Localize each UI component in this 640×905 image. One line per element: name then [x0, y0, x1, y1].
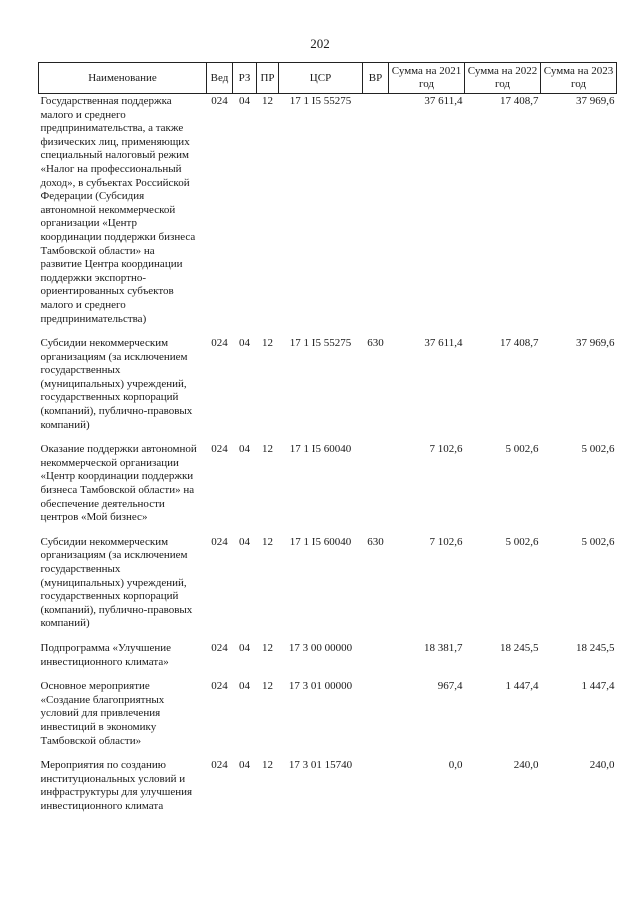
row-vr — [363, 758, 389, 823]
header-pr: ПР — [257, 63, 279, 94]
row-name: Оказание поддержки автономной некоммерческой организации «Центр координации поддержки бизнеса Тамбовской области» на обеспечение деятельности центров «Мой бизнес» — [40, 443, 197, 524]
header-csr: ЦСР — [279, 63, 363, 94]
row-name: Субсидии некоммерческим организациям (за исключением государственных (муниципальных) учреждений, государственных корпораций (компаний), публично-правовых компаний) — [40, 337, 193, 431]
row-rz: 04 — [239, 337, 250, 350]
page-number: 202 — [310, 36, 330, 51]
row-sum-2022: 18 245,5 — [500, 641, 539, 654]
row-vr: 630 — [367, 337, 384, 350]
row-sum-2021: 7 102,6 — [429, 443, 463, 456]
header-name: Наименование — [39, 63, 207, 94]
row-vr: 630 — [367, 535, 384, 548]
row-vr — [363, 641, 389, 679]
row-csr: 17 3 01 00000 — [288, 680, 353, 693]
row-rz: 04 — [239, 759, 250, 772]
row-rz: 04 — [239, 535, 250, 548]
row-sum-2023: 5 002,6 — [581, 535, 615, 548]
row-ved: 024 — [211, 95, 228, 107]
header-sum-2023: Сумма на 2023 год — [541, 63, 617, 94]
header-sum-2021: Сумма на 2021 год — [389, 63, 465, 94]
row-name: Субсидии некоммерческим организациям (за исключением государственных (муниципальных) учреждений, государственных корпораций (компаний), публично-правовых компаний) — [40, 535, 193, 630]
table-body — [39, 94, 617, 824]
table-row — [39, 641, 617, 679]
row-sum-2023: 37 969,6 — [576, 337, 615, 350]
row-ved: 024 — [211, 337, 228, 350]
row-pr: 12 — [262, 759, 273, 772]
row-ved: 024 — [211, 759, 228, 772]
header-ved: Вед — [207, 63, 233, 94]
row-name: Основное мероприятие «Создание благоприятных условий для привлечения инвестиций в экономику Тамбовской области» — [40, 680, 165, 747]
row-pr: 12 — [262, 95, 273, 107]
row-csr: 17 1 I5 60040 — [289, 443, 352, 456]
row-rz: 04 — [239, 641, 250, 654]
row-sum-2022: 5 002,6 — [505, 443, 539, 456]
row-ved: 024 — [211, 680, 228, 693]
row-pr: 12 — [262, 535, 273, 548]
row-sum-2021: 7 102,6 — [429, 535, 463, 548]
row-sum-2021: 37 611,4 — [424, 95, 463, 107]
row-ved: 024 — [211, 641, 228, 654]
row-sum-2022: 5 002,6 — [505, 535, 539, 548]
table-row — [39, 94, 617, 337]
table-row — [39, 336, 617, 442]
row-sum-2022: 1 447,4 — [505, 680, 539, 693]
row-csr: 17 3 00 00000 — [288, 641, 353, 654]
row-name: Мероприятия по созданию институциональных условий и инфраструктуры для улучшения инвестиционного климата — [40, 759, 193, 812]
row-sum-2023: 240,0 — [589, 759, 615, 772]
row-name: Государственная поддержка малого и среднего предпринимательства, а также физических лиц, применяющих специальный налоговый режим «Налог на профессиональный доход», в субъектах Российской Федерации (Субсидия автономной некоммерческой организации «Центр координации поддержки бизнеса Тамбовской области» на развитие Центра координации поддержки экспортно-ориентированных субъектов малого и среднего предпринимательства) — [40, 95, 196, 325]
row-sum-2021: 0,0 — [448, 759, 463, 772]
row-vr — [363, 679, 389, 758]
row-rz: 04 — [239, 95, 250, 107]
row-pr: 12 — [262, 680, 273, 693]
table-row — [39, 442, 617, 535]
row-sum-2021: 967,4 — [437, 680, 463, 693]
row-sum-2022: 17 408,7 — [500, 95, 539, 107]
row-ved: 024 — [211, 443, 228, 456]
row-sum-2023: 37 969,6 — [576, 95, 615, 107]
header-vr: ВР — [363, 63, 389, 94]
header-sum-2022: Сумма на 2022 год — [465, 63, 541, 94]
row-pr: 12 — [262, 443, 273, 456]
row-sum-2022: 240,0 — [513, 759, 539, 772]
row-csr: 17 3 01 15740 — [288, 759, 353, 772]
budget-table — [38, 62, 617, 824]
row-sum-2021: 37 611,4 — [424, 337, 463, 350]
row-sum-2023: 5 002,6 — [581, 443, 615, 456]
row-rz: 04 — [239, 680, 250, 693]
row-ved: 024 — [211, 535, 228, 548]
row-vr — [363, 442, 389, 535]
row-csr: 17 1 I5 55275 — [289, 95, 352, 107]
row-sum-2023: 18 245,5 — [576, 641, 615, 654]
table-row — [39, 679, 617, 758]
row-pr: 12 — [262, 641, 273, 654]
row-sum-2022: 17 408,7 — [500, 337, 539, 350]
row-sum-2021: 18 381,7 — [424, 641, 463, 654]
row-csr: 17 1 I5 55275 — [289, 337, 352, 350]
table-row — [39, 758, 617, 823]
row-csr: 17 1 I5 60040 — [289, 535, 352, 548]
row-pr: 12 — [262, 337, 273, 350]
row-rz: 04 — [239, 443, 250, 456]
header-rz: РЗ — [233, 63, 257, 94]
table-header — [39, 63, 617, 94]
table-row — [39, 535, 617, 641]
row-name: Подпрограмма «Улучшение инвестиционного климата» — [40, 641, 172, 668]
row-sum-2023: 1 447,4 — [581, 680, 615, 693]
row-vr — [363, 94, 389, 337]
